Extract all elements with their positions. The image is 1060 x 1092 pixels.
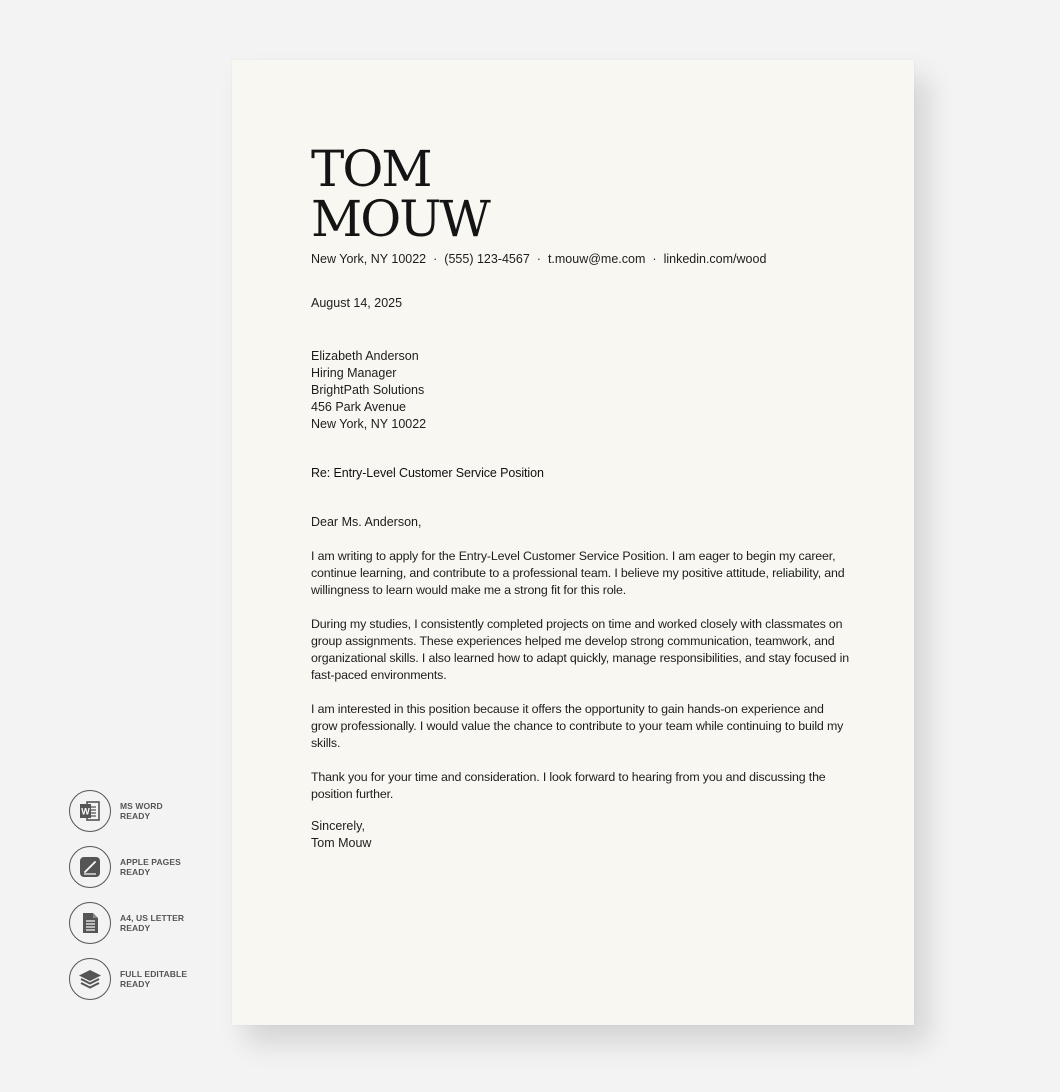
body-paragraph: Thank you for your time and consideration. I look forward to hearing from you and discussing the position further. — [311, 770, 826, 801]
feature-paper-size — [69, 901, 187, 945]
letter-salutation: Dear Ms. Anderson, — [311, 515, 422, 529]
feature-apple-pages — [69, 845, 187, 889]
feature-editable — [69, 957, 187, 1001]
ms-word-icon — [69, 790, 111, 832]
svg-text:W: W — [81, 806, 90, 817]
feature-ms-word — [69, 789, 187, 833]
contact-phone: (555) 123-4567 — [444, 252, 530, 266]
feature-label: APPLE PAGES READY — [120, 857, 181, 877]
feature-label: FULL EDITABLE READY — [120, 969, 188, 989]
feature-list — [69, 789, 187, 1013]
letter-closing — [311, 818, 371, 852]
letter-subject: Re: Entry-Level Customer Service Position — [311, 466, 544, 480]
feature-label: MS WORD READY — [120, 801, 163, 821]
contact-location: New York, NY 10022 — [311, 252, 427, 266]
letter-page — [232, 60, 914, 1025]
contact-separator: · — [536, 252, 541, 266]
letter-body — [311, 548, 851, 820]
contact-linkedin[interactable]: linkedin.com/wood — [663, 252, 767, 266]
contact-separator: · — [433, 252, 438, 266]
recipient-street: 456 Park Avenue — [311, 400, 406, 414]
layers-icon — [69, 958, 111, 1000]
signature: Tom Mouw — [311, 836, 372, 850]
name-first: TOM — [311, 140, 431, 198]
apple-pages-icon — [69, 846, 111, 888]
feature-label: A4, US LETTER READY — [120, 913, 185, 933]
recipient-company: BrightPath Solutions — [311, 383, 425, 397]
document-icon — [69, 902, 111, 944]
body-paragraph: I am writing to apply for the Entry-Level Customer Service Position. I am eager to begin my career, continue learning, and contribute to a professional team. I believe my positive attitude, reliability, and willingness to learn would make me a strong fit for this role. — [311, 549, 845, 597]
name-last: MOUW — [311, 190, 489, 248]
recipient-block — [311, 348, 426, 433]
recipient-title: Hiring Manager — [311, 366, 397, 380]
contact-email[interactable]: t.mouw@me.com — [547, 252, 646, 266]
body-paragraph: During my studies, I consistently completed projects on time and worked closely with classmates on group assignments. These experiences helped me develop strong communication, teamwork, and organizational skills. I also learned how to adapt quickly, manage responsibilities, and stay focused in fast-paced environments. — [311, 617, 849, 682]
contact-separator: · — [652, 252, 657, 266]
contact-line — [311, 252, 766, 266]
recipient-city: New York, NY 10022 — [311, 417, 427, 431]
letter-date: August 14, 2025 — [311, 296, 403, 310]
body-paragraph: I am interested in this position because it offers the opportunity to gain hands-on experience and grow professionally. I would value the chance to contribute to your team while continuing to build my skills. — [311, 702, 844, 750]
recipient-name: Elizabeth Anderson — [311, 349, 419, 363]
applicant-name — [311, 140, 489, 248]
closing-phrase: Sincerely, — [311, 819, 365, 833]
